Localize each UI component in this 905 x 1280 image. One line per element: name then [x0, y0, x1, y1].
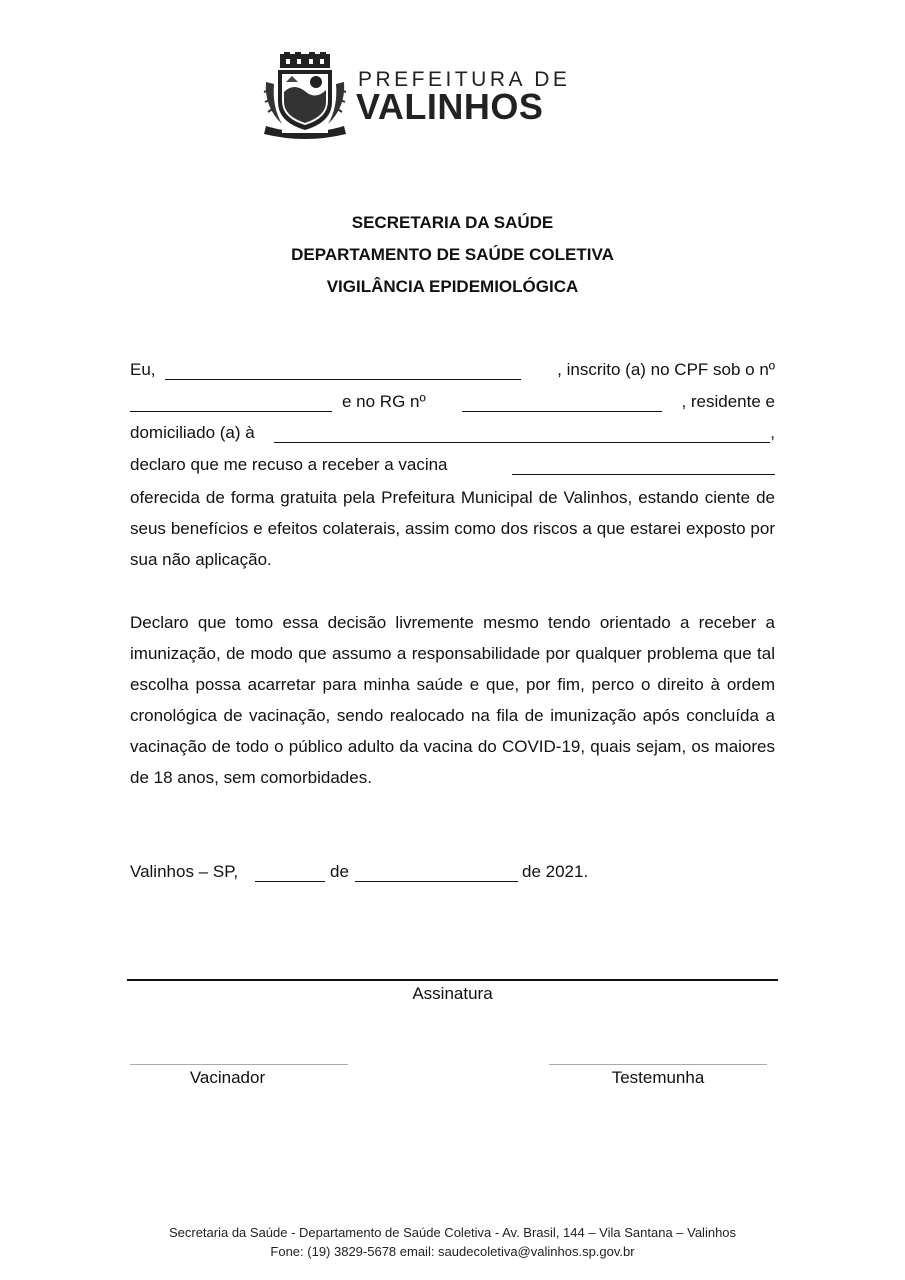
coat-of-arms-icon [262, 52, 348, 140]
month-blank[interactable] [355, 881, 518, 882]
form-row-name [130, 360, 775, 391]
footer-contact: Fone: (19) 3829-5678 email: saudecoletiva@valinhos.sp.gov.br [270, 1244, 635, 1259]
signature-line[interactable] [127, 979, 778, 981]
label-de: de [330, 862, 349, 881]
declaration-paragraph-2: Declaro que tomo essa decisão livremente mesmo tendo orientado a receber a imunização, de modo que assumo a responsabilidade por qualquer problema que tal escolha possa acarretar para minha saúde e que, por fim, perco o direito à ordem cronológica de vacinação, sendo realocado na fila de imunização após concluída a vacinação de todo o público adulto da vacina do COVID-19, quais sejam, os maiores de 18 anos, sem comorbidades. [130, 613, 775, 787]
declaration-continuation: oferecida de forma gratuita pela Prefeitura Municipal de Valinhos, estando ciente de seus benefícios e efeitos colaterais, assim como dos riscos a que estarei exposto por sua não aplicação. [130, 488, 775, 569]
label-year: de 2021. [522, 862, 589, 881]
signature-label: Assinatura [412, 984, 493, 1003]
testemunha-signature-line[interactable] [549, 1064, 767, 1065]
label-domiciliado: domiciliado (a) à [130, 423, 255, 442]
vaccine-blank[interactable] [512, 474, 775, 475]
address-comma: , [770, 423, 775, 442]
name-blank[interactable] [165, 379, 521, 380]
label-place: Valinhos – SP, [130, 862, 239, 881]
heading-vigilancia: VIGILÂNCIA EPIDEMIOLÓGICA [326, 277, 579, 296]
prefeitura-logo [262, 52, 571, 142]
address-blank[interactable] [274, 442, 770, 443]
form-row-documents [130, 392, 775, 423]
vacinador-signature-line[interactable] [130, 1064, 348, 1065]
logo-title-line2: VALINHOS [356, 86, 544, 127]
label-rg: e no RG nº [342, 392, 426, 411]
label-residente: , residente e [681, 392, 775, 411]
footer-address: Secretaria da Saúde - Departamento de Saúde Coletiva - Av. Brasil, 144 – Vila Santana – Valinhos [168, 1225, 737, 1240]
logo-title-line1: PREFEITURA DE [358, 68, 571, 91]
date-line [130, 862, 775, 893]
label-declaro: declaro que me recuso a receber a vacina [130, 455, 448, 474]
day-blank[interactable] [255, 881, 325, 882]
label-cpf: , inscrito (a) no CPF sob o nº [557, 360, 775, 379]
cpf-blank[interactable] [130, 411, 332, 412]
form-row-address [130, 423, 775, 454]
label-eu: Eu, [130, 360, 156, 379]
testemunha-label: Testemunha [611, 1068, 705, 1087]
heading-secretaria: SECRETARIA DA SAÚDE [351, 213, 554, 232]
rg-blank[interactable] [462, 411, 662, 412]
heading-departamento: DEPARTAMENTO DE SAÚDE COLETIVA [291, 245, 614, 264]
vacinador-label: Vacinador [189, 1068, 266, 1087]
